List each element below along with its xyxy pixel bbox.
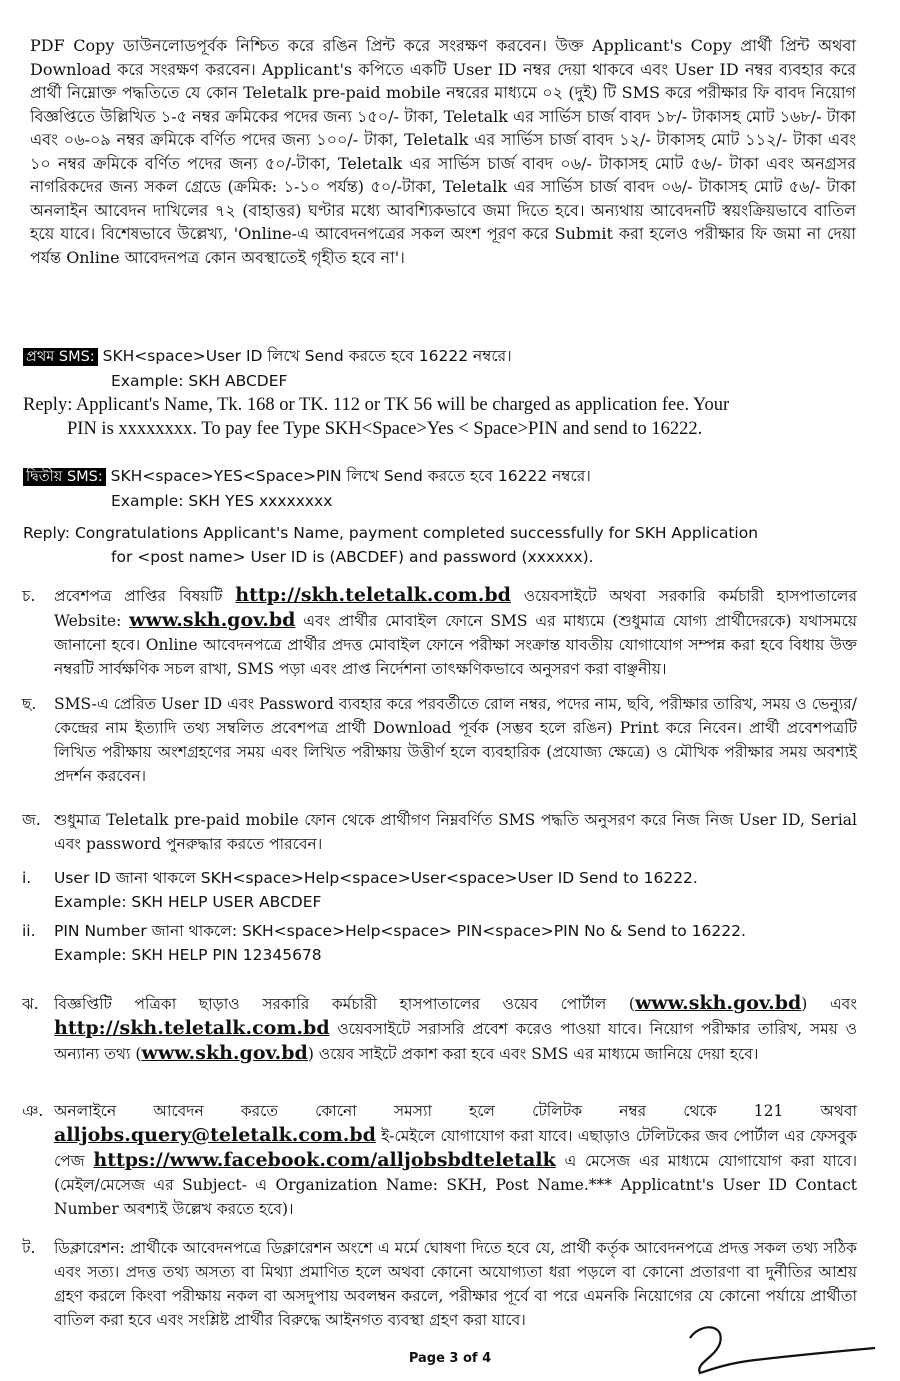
fee-instructions-paragraph	[30, 34, 856, 269]
skh-gov-link[interactable]: www.skh.gov.bd	[634, 992, 802, 1014]
item-chha-marker: ছ.	[22, 695, 37, 713]
item-ja-recovery-info: জ. শুধুমাত্র Teletalk pre-paid mobile ফোন থেকে প্রার্থীগণ নিম্নবর্ণিত SMS পদ্ধতি অনুসরণ করে নিজ নিজ User ID, Serial এবং password পুনরুদ্ধার করতে পারবেন।	[22, 808, 857, 856]
first-sms-section	[23, 344, 863, 441]
first-sms-reply-line2: PIN is xxxxxxxx. To pay fee Type SKH<Space>Yes < Space>PIN and send to 16222.	[67, 419, 703, 439]
teletalk-link[interactable]: http://skh.teletalk.com.bd	[235, 584, 511, 606]
second-sms-section	[23, 464, 863, 569]
signature-icon	[680, 1318, 880, 1378]
item-jha-marker: ঝ.	[22, 995, 39, 1013]
first-sms-reply	[23, 393, 863, 441]
item-jha-notice-availability: ঝ. বিজ্ঞপ্তিটি পত্রিকা ছাড়াও সরকারি কর্মচারী হাসপাতালের ওয়েব পোর্টাল (www.skh.gov.bd) এবং http://skh.teletalk.com.bd ওয়েবসাইটে সরাসরি প্রবেশ করেও পাওয়া যাবে। নিয়োগ পরীক্ষার তারিখ, সময় ও অন্যান্য তথ্য (www.skh.gov.bd) ওয়েব সাইটে প্রকাশ করা হবে এবং SMS এর মাধ্যমে জানিয়ে দেয়া হবে।	[22, 992, 857, 1064]
item-cha-admit-card-info: চ. প্রবেশপত্র প্রাপ্তির বিষয়টি http://skh.teletalk.com.bd ওয়েবসাইটে অথবা সরকারি কর্মচারী হাসপাতালের Website: www.skh.gov.bd এবং প্রার্থীর মোবাইল ফোনে SMS এর মাধ্যমে (শুধুমাত্র যোগ্য প্রার্থীদেরকে) যথাসময়ে জানানো হবে। Online আবেদনপত্রে প্রার্থীর প্রদত্ত মোবাইল ফোনে পরীক্ষা সংক্রান্ত যাবতীয় যোগাযোগ সম্পন্ন করা হবে বিধায় উক্ত নম্বরটি সার্বক্ষণিক সচল রাখা, SMS পড়া এবং প্রাপ্ত নির্দেশনা তাৎক্ষণিকভাবে অনুসরণ করা বাঞ্ছনীয়।	[22, 584, 857, 678]
recover-user-id-example: Example: SKH HELP USER ABCDEF	[54, 893, 322, 911]
second-sms-text: SKH<space>YES<Space>PIN লিখে Send করতে হবে 16222 নম্বরে।	[105, 467, 591, 485]
item-ta-declaration: ট. ডিক্লারেশন: প্রার্থীকে আবেদনপত্রে ডিক্লারেশন অংশে এ মর্মে ঘোষণা দিতে হবে যে, প্রার্থী কর্তৃক আবেদনপত্রে প্রদত্ত সকল তথ্য সঠিক এবং সত্য। প্রদত্ত তথ্য অসত্য বা মিথ্যা প্রমাণিত হলে অথবা কোনো অযোগ্যতা ধরা পড়লে বা কোনো প্রতারণা বা দুর্নীতির আশ্রয় গ্রহণ করলে কিংবা পরীক্ষায় নকল বা অসদুপায় অবলম্বন করলে, পরীক্ষার পূর্বে বা পরে এমনকি নিয়োগের যে কোনো পর্যায়ে প্রার্থীতা বাতিল করা হবে এবং সংশ্লিষ্ট প্রার্থীর বিরুদ্ধে আইনগত ব্যবস্থা গ্রহণ করা যাবে।	[22, 1236, 857, 1332]
recover-user-id-item: i. User ID জানা থাকলে SKH<space>Help<space>User<space>User ID Send to 16222. Example: SKH HELP USER ABCDEF	[22, 866, 857, 914]
second-sms-reply-line2: for <post name> User ID is (ABCDEF) and password (xxxxxx).	[111, 548, 594, 566]
facebook-page-link[interactable]: https://www.facebook.com/alljobsbdteletalk	[93, 1149, 556, 1171]
first-sms-example: Example: SKH ABCDEF	[111, 372, 288, 390]
item-ja-marker: জ.	[22, 811, 41, 829]
recover-pin-item: ii. PIN Number জানা থাকলে: SKH<space>Help<space> PIN<space>PIN No & Send to 16222. Example: SKH HELP PIN 12345678	[22, 919, 857, 967]
support-email-link[interactable]: alljobs.query@teletalk.com.bd	[54, 1124, 376, 1146]
teletalk-link[interactable]: http://skh.teletalk.com.bd	[54, 1017, 330, 1039]
page-number: Page 3 of 4	[408, 1351, 492, 1366]
item-nya-marker: ঞ.	[22, 1102, 44, 1120]
item-cha-marker: চ.	[22, 587, 36, 605]
item-ta-marker: ট.	[22, 1239, 36, 1257]
first-sms-text: SKH<space>User ID লিখে Send করতে হবে 16222 নম্বরে।	[97, 347, 512, 365]
first-sms-label: প্রথম SMS:	[23, 348, 98, 366]
skh-gov-link[interactable]: www.skh.gov.bd	[141, 1042, 308, 1064]
item-nya-support-contact: ঞ. অনলাইনে আবেদন করতে কোনো সমস্যা হলে টেলিটক নম্বর থেকে 121 অথবা alljobs.query@teletalk.com.bd ই-মেইলে যোগাযোগ করা যাবে। এছাড়াও টেলিটকের জব পোর্টাল এর ফেসবুক পেজ https://www.facebook.com/alljobsbdteletalk এ মেসেজ এর মাধ্যমে যোগাযোগ করা যাবে। (মেইল/মেসেজ এর Subject- এ Organization Name: SKH, Post Name.*** Applicatnt's User ID Contact Number অবশ্যই উল্লেখ করতে হবে)।	[22, 1099, 857, 1221]
skh-gov-link[interactable]: www.skh.gov.bd	[129, 609, 296, 631]
first-sms-reply-line1: Reply: Applicant's Name, Tk. 168 or TK. 112 or TK 56 will be charged as application fee. Your	[23, 395, 730, 415]
second-sms-label: দ্বিতীয় SMS:	[23, 468, 106, 486]
second-sms-example: Example: SKH YES xxxxxxxx	[111, 492, 333, 510]
item-chha-admit-card-download: ছ. SMS-এ প্রেরিত User ID এবং Password ব্যবহার করে পরবর্তীতে রোল নম্বর, পদের নাম, ছবি, পরীক্ষার তারিখ, সময় ও ভেন্যুর/কেন্দ্রের নাম ইত্যাদি তথ্য সম্বলিত প্রবেশপত্র প্রার্থী Download পূর্বক (সম্ভব হলে রঙিন) Print করে নিবেন। প্রার্থী প্রবেশপত্রটি লিখিত পরীক্ষায় অংশগ্রহণের সময় এবং লিখিত পরীক্ষায় উত্তীর্ণ হলে ব্যবহারিক (প্রযোজ্য ক্ষেত্রে) ও মৌখিক পরীক্ষার সময় অবশ্যই প্রদর্শন করবেন।	[22, 692, 857, 788]
fee-instructions-text: PDF Copy ডাউনলোডপূর্বক নিশ্চিত করে রঙিন প্রিন্ট করে সংরক্ষণ করবেন। উক্ত Applicant's Copy প্রার্থী প্রিন্ট অথবা Download করে সংরক্ষণ করবেন। Applicant's কপিতে একটি User ID নম্বর দেয়া থাকবে এবং User ID নম্বর ব্যবহার করে প্রার্থী নিম্নোক্ত পদ্ধতিতে যে কোন Teletalk pre-paid mobile নম্বরের মাধ্যমে ০২ (দুই) টি SMS করে পরীক্ষার ফি বাবদ নিয়োগ বিজ্ঞপ্তিতে উল্লিখিত ১-৫ নম্বর ক্রমিকের পদের জন্য ১৫০/- টাকা, Teletalk এর সার্ভিস চার্জ বাবদ ১৮/- টাকাসহ মোট ১৬৮/- টাকা এবং ০৬-০৯ নম্বর ক্রমিকে বর্ণিত পদের জন্য ১০০/- টাকা, Teletalk এর সার্ভিস চার্জ বাবদ ১২/- টাকাসহ মোট ১১২/- টাকা এবং ১০ নম্বর ক্রমিকে বর্ণিত পদের জন্য ৫০/-টাকা, Teletalk এর সার্ভিস চার্জ বাবদ ০৬/- টাকাসহ মোট ৫৬/- টাকা এবং অনগ্রসর নাগরিকদের জন্য সকল গ্রেডে (ক্রমিক: ১-১০ পর্যন্ত) ৫০/-টাকা, Teletalk এর সার্ভিস চার্জ বাবদ ০৬/- টাকাসহ মোট ৫৬/- টাকা অনলাইন আবেদন দাখিলের ৭২ (বাহাত্তর) ঘণ্টার মধ্যে আবশ্যিকভাবে জমা দিতে হবে। অন্যথায় আবেদনটি স্বয়ংক্রিয়ভাবে বাতিল হয়ে যাবে। বিশেষভাবে উল্লেখ্য, 'Online-এ আবেদনপত্রের সকল অংশ পূরণ করে Submit করা হলেও পরীক্ষার ফি জমা না দেয়া পর্যন্ত Online আবেদনপত্র কোন অবস্থাতেই গৃহীত হবে না'।	[30, 36, 856, 267]
recover-pin-example: Example: SKH HELP PIN 12345678	[54, 946, 322, 964]
second-sms-reply-line1: Reply: Congratulations Applicant's Name, payment completed successfully for SKH Application	[23, 524, 759, 542]
